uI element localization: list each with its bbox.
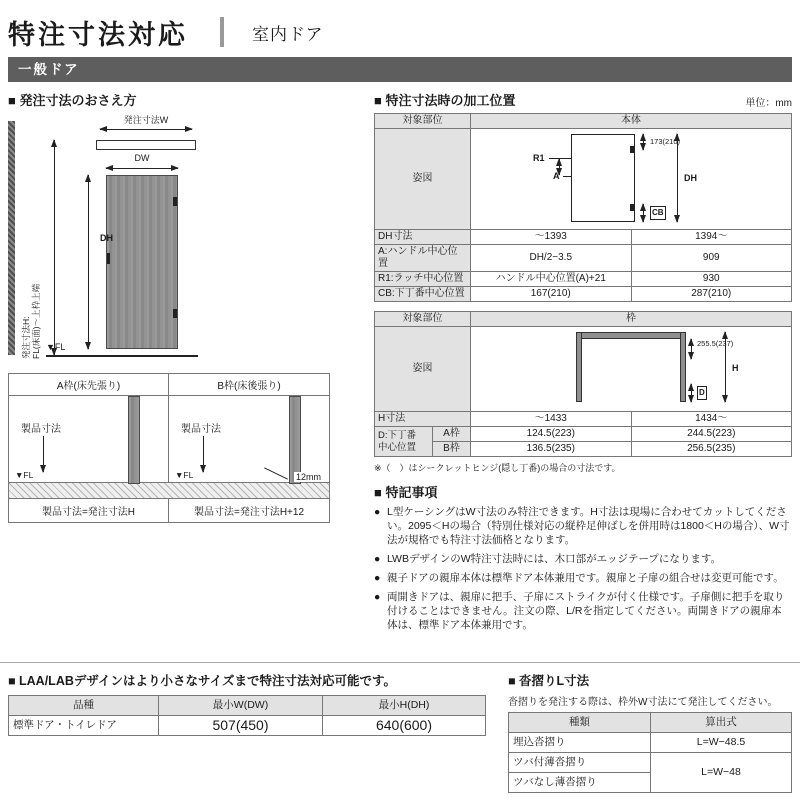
min-size-heading: ■ LAA/LABデザインはより小さなサイズまで特注寸法対応可能です。: [8, 674, 397, 688]
body-machining-table: [374, 113, 792, 302]
door-panel: [106, 175, 178, 349]
fig-dh-label: DH: [684, 173, 697, 183]
fig-d-label: D: [697, 386, 707, 400]
frame-figure-label: 姿図: [375, 327, 471, 412]
fig-r1a-arrow: [559, 159, 560, 175]
dw-label: DW: [134, 153, 150, 163]
body-figure: [474, 130, 788, 228]
d-row-value: 124.5(223): [471, 427, 632, 442]
fig-d-arrow: [691, 384, 692, 402]
machining-heading-row: [374, 90, 792, 109]
fig-frame-left-jamb: [576, 332, 582, 402]
dh-inner-label: DH: [100, 233, 113, 243]
cell-formula: L=W−48.5: [651, 733, 792, 753]
fig-top-dim-label: 173(210): [650, 137, 681, 146]
frame-comparison-grid: [9, 374, 329, 482]
bullet: ●: [374, 506, 381, 518]
row-value: 1394〜: [631, 230, 792, 245]
floor-line: [46, 355, 198, 357]
frame-span-header: 枠: [471, 312, 792, 327]
fig-dh-arrow: [677, 134, 678, 222]
fig-top-dim-arrow: [643, 134, 644, 150]
machining-heading: ■ 特注寸法時の加工位置: [374, 93, 516, 108]
product-dim-arrow-a: [43, 436, 44, 472]
bullet: ●: [374, 572, 381, 584]
fl-label: ▼FL: [46, 342, 66, 352]
cell-min-h: 640(600): [323, 716, 486, 736]
row-label: DH寸法: [375, 230, 471, 245]
row-value: 〜1393: [471, 230, 632, 245]
order-section-heading: ■ 発注寸法のおさえ方: [8, 93, 137, 108]
title-divider: [220, 17, 224, 47]
door-hinge-top: [173, 197, 177, 206]
cell-min-w: 507(450): [159, 716, 323, 736]
right-column: [374, 90, 792, 637]
fig-h-label: H: [732, 363, 739, 373]
order-height-label: 発注寸法H: FL(床面)〜上枠上端: [21, 283, 41, 359]
frame-a-column: [9, 374, 169, 482]
frame-a-formula: 製品寸法=発注寸法H: [9, 499, 169, 522]
d-row-value: 244.5(223): [631, 427, 792, 442]
product-dim-label-b: 製品寸法: [181, 424, 221, 435]
h-row-label: H寸法: [375, 412, 471, 427]
frame-figure-cell: [471, 327, 792, 412]
door-edge-b: [289, 396, 301, 484]
kutsuzuri-heading: ■ 沓摺りL寸法: [508, 674, 590, 688]
top-frame: [96, 140, 196, 150]
col-header: 最小W(DW): [159, 696, 323, 716]
remark-item: ● LWBデザインのW特注寸法時には、木口部がエッジテープになります。: [374, 553, 722, 565]
cell-type: ツバなし薄沓摺り: [509, 773, 651, 793]
col-header: 種類: [509, 713, 651, 733]
category-bar: [8, 57, 792, 82]
frame-comparison: [8, 373, 330, 523]
door-handle: [107, 253, 110, 264]
frame-machining-table: [374, 311, 792, 457]
fig-h-arrow: [725, 332, 726, 402]
frame-b-formula: 製品寸法=発注寸法H+12: [193, 507, 305, 518]
row-label: CB:下丁番中心位置: [375, 287, 471, 302]
floor-hatch: [9, 482, 329, 498]
col-header: 品種: [9, 696, 159, 716]
fig-door-outline: [571, 134, 635, 222]
fig-frame-top-dim-label: 255.5(237): [697, 339, 734, 348]
cell-product-type: 標準ドア・トイレドア: [9, 716, 159, 736]
page-subtitle: 室内ドア: [252, 24, 324, 44]
body-span-header: 本体: [471, 114, 792, 129]
row-value: 930: [631, 272, 792, 287]
remark-item: ● L型ケーシングはW寸法のみ特注できます。H寸法は現場に合わせてカットしてください。2095＜Hの場合（特別仕様対応の縦枠足伸ばしを併用時は1800＜Hの場合）、W寸法が規格でも特注寸法価格となります。: [374, 506, 790, 546]
order-dimension-figure: [8, 113, 360, 365]
door-edge-a: [128, 396, 140, 484]
main-content: [8, 90, 792, 637]
frame-table-note: ※（ ）はシークレットヒンジ(隠し丁番)の場合の寸法です。: [374, 463, 621, 473]
bullet: ●: [374, 553, 381, 565]
fig-frame-right-jamb: [680, 332, 686, 402]
body-col-header: 対象部位: [375, 114, 471, 129]
fl-label-b: ▼FL: [175, 470, 194, 480]
fig-cb-label: CB: [650, 206, 666, 220]
remarks-heading: ■ 特記事項: [374, 485, 438, 500]
bullet: ●: [374, 591, 381, 603]
frame-a-title: A枠(床先張り): [9, 374, 168, 396]
d-row-value: 256.5(235): [631, 442, 792, 457]
frame-b-title: B枠(床後張り): [169, 374, 329, 396]
order-height-arrow: [54, 140, 55, 355]
cell-type: ツバ付薄沓摺り: [509, 753, 651, 773]
order-width-arrow: [100, 129, 192, 130]
formula-row: [9, 498, 329, 522]
fig-hinge-top: [630, 146, 635, 153]
min-size-table: [8, 695, 486, 736]
page-title: 特注寸法対応: [8, 19, 188, 50]
order-width-label: 発注寸法W: [123, 115, 169, 125]
dw-arrow: [106, 168, 178, 169]
fig-a-label: A: [553, 171, 560, 181]
frame-a-figure: [9, 396, 168, 482]
d-row-label: D:下丁番 中心位置: [375, 427, 433, 457]
row-value: 909: [631, 245, 792, 272]
unit-note: 単位：mm: [745, 98, 792, 109]
kutsuzuri-table: [508, 712, 792, 793]
page-header: [8, 10, 792, 54]
d-row-value: 136.5(235): [471, 442, 632, 457]
category-label: 一般ドア: [18, 62, 80, 77]
cell-type: 埋込沓摺り: [509, 733, 651, 753]
frame-b-column: [169, 374, 329, 482]
cell-formula: L=W−48: [651, 753, 792, 793]
fig-frame-top-dim-arrow: [691, 339, 692, 359]
row-label: A:ハンドル中心位置: [375, 245, 471, 272]
fig-hinge-bottom: [630, 204, 635, 211]
remark-item: ● 親子ドアの親扉本体は標準ドア本体兼用です。親扉と子扉の組合せは変更可能です。: [374, 572, 784, 584]
dh-arrow: [88, 175, 89, 349]
fig-cb-arrow: [643, 204, 644, 222]
frame-col-header: 対象部位: [375, 312, 471, 327]
col-header: 最小H(DH): [323, 696, 486, 716]
frame-b-figure: [169, 396, 329, 482]
frame-figure: [474, 328, 788, 410]
h-row-value: 〜1433: [471, 412, 632, 427]
fig-a-line: [563, 176, 571, 177]
fig-frame-head: [576, 332, 686, 339]
offset-label: 12mm: [295, 472, 321, 482]
row-value: DH/2−3.5: [471, 245, 632, 272]
remark-item: ● 両開きドアは、親扉に把手、子扉にストライクが付く仕様です。子扉側に把手を取り付けることはできません。注文の際、L/Rを指定してください。両開きドアの親扉本体は、標準ドア本体兼用です。: [374, 591, 785, 631]
product-dim-label-a: 製品寸法: [21, 424, 61, 435]
body-figure-label: 姿図: [375, 129, 471, 230]
row-label: R1:ラッチ中心位置: [375, 272, 471, 287]
h-row-value: 1434〜: [631, 412, 792, 427]
fig-r1-label: R1: [533, 153, 545, 163]
row-value: 287(210): [631, 287, 792, 302]
door-hinge-bottom: [173, 309, 177, 318]
fl-label-a: ▼FL: [15, 470, 34, 480]
row-value: 167(210): [471, 287, 632, 302]
body-figure-cell: [471, 129, 792, 230]
d-sub-label: A枠: [433, 427, 471, 442]
min-size-block: [8, 671, 486, 793]
wall-section: [8, 121, 15, 355]
remarks-section: [374, 482, 792, 632]
kutsuzuri-block: [508, 671, 792, 793]
row-value: ハンドル中心位置(A)+21: [471, 272, 632, 287]
col-header: 算出式: [651, 713, 792, 733]
kutsuzuri-description: 沓摺りを発注する際は、枠外W寸法にて発注してください。: [508, 697, 778, 708]
d-sub-label: B枠: [433, 442, 471, 457]
product-dim-arrow-b: [203, 436, 204, 472]
bottom-section: [0, 662, 800, 793]
left-column: [8, 90, 360, 637]
